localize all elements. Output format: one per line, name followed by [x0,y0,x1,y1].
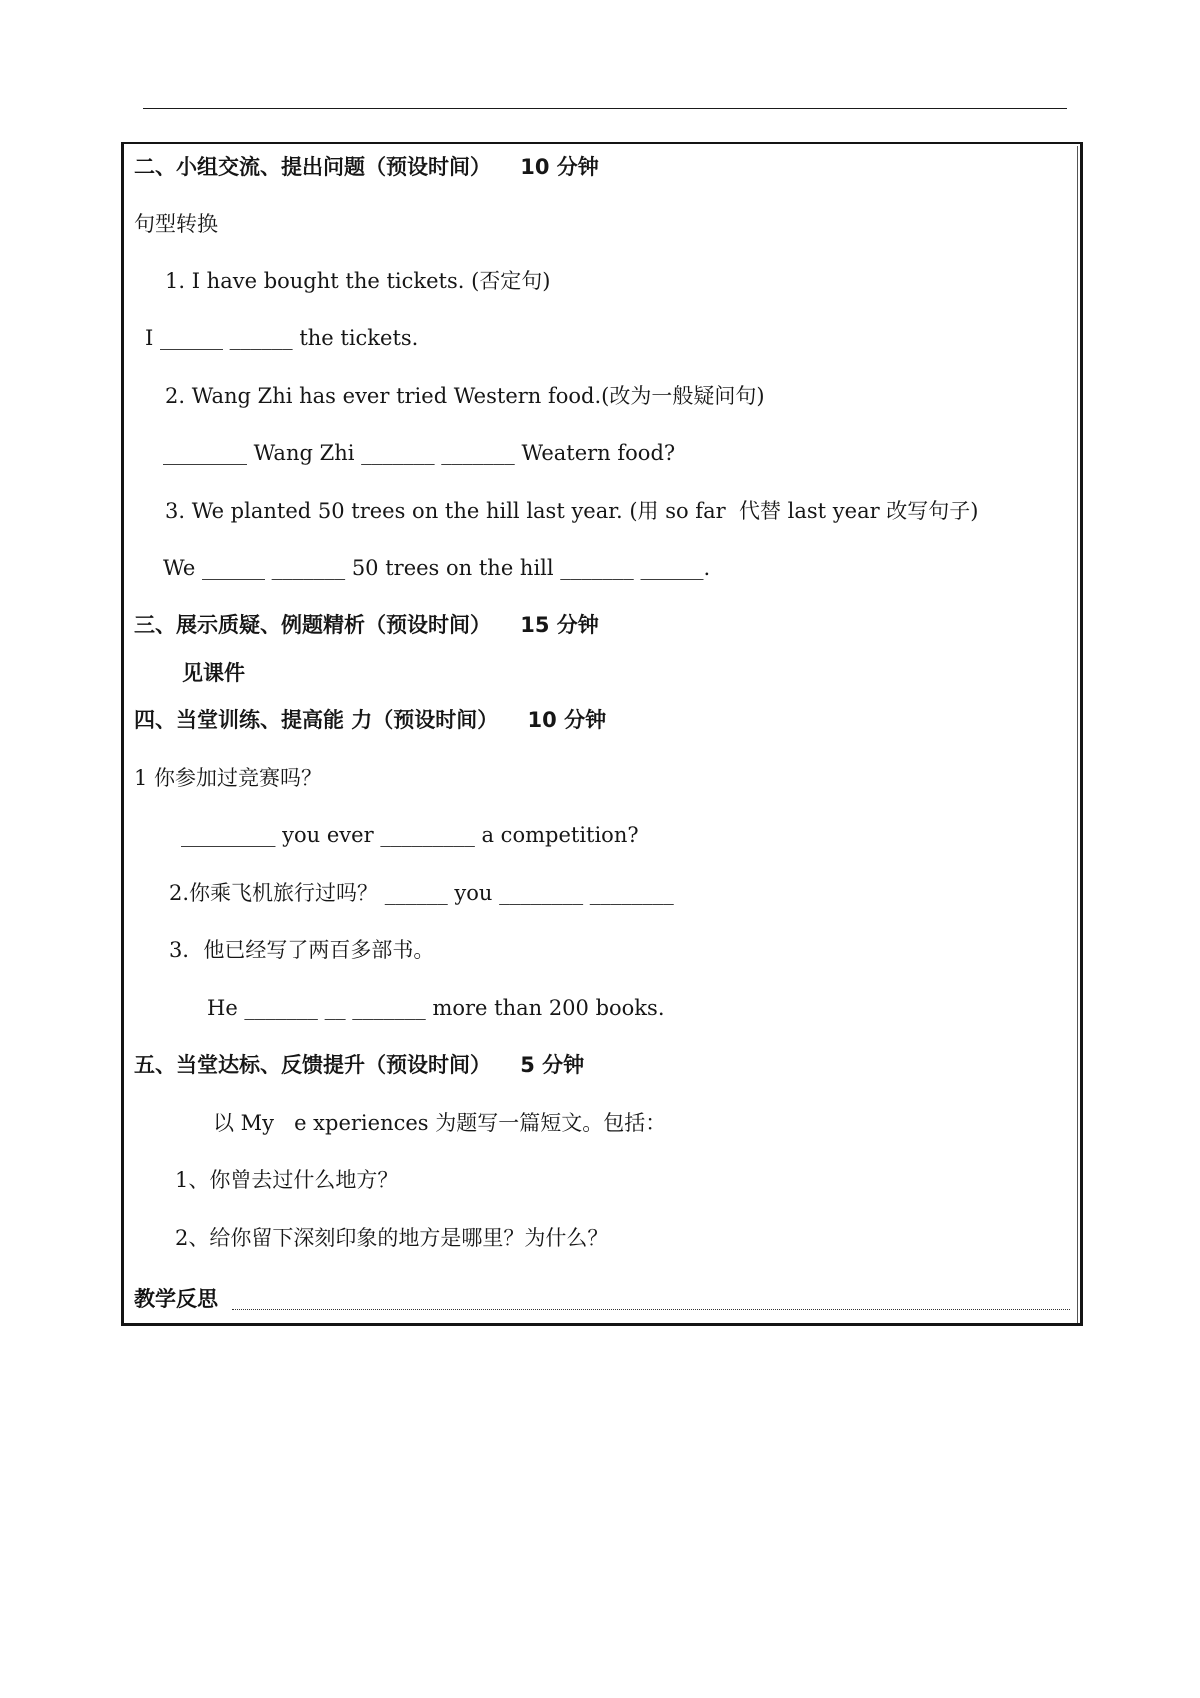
writing-prompt: 以 My e xperiences 为题写一篇短文。包括： [213,1111,667,1135]
exercise-answer-1: I ______ ______ the tickets. [145,326,419,350]
practice-question-3: 3．他已经写了两百多部书。 [169,938,435,962]
practice-question-2: 2.你乘飞机旅行过吗？ ______ you ________ ________ [169,881,674,905]
exercise-question-2: 2. Wang Zhi has ever tried Western food.(改为一般疑问句) [165,384,765,408]
teaching-reflection-dotted-line [232,1309,1070,1310]
exercise-question-1: 1. I have bought the tickets. (否定句) [165,269,551,293]
section-heading-feedback: 五、当堂达标、反馈提升（预设时间） 5 分钟 [134,1053,585,1077]
section-note-see-courseware: 见课件 [182,661,245,685]
teaching-reflection-label: 教学反思 [134,1287,218,1311]
writing-point-2: 2、给你留下深刻印象的地方是哪里？为什么？ [175,1226,609,1250]
section-heading-example-analysis: 三、展示质疑、例题精析（预设时间） 15 分钟 [134,613,599,637]
page-header-rule [143,108,1067,109]
exercise-answer-3: We ______ _______ 50 trees on the hill _______ ______. [163,556,711,580]
practice-answer-3: He _______ __ _______ more than 200 books. [207,996,665,1020]
exercise-answer-2: ________ Wang Zhi _______ _______ Weatern food? [163,441,676,465]
exercise-question-3: 3. We planted 50 trees on the hill last year. (用 so far 代替 last year 改写句子) [165,499,979,523]
practice-question-1: 1 你参加过竞赛吗？ [134,766,323,790]
teaching-reflection-row [134,1284,1074,1314]
writing-point-1: 1、你曾去过什么地方？ [175,1168,399,1192]
practice-answer-1: _________ you ever _________ a competition? [181,823,639,847]
section-heading-group-discussion: 二、小组交流、提出问题（预设时间） 10 分钟 [134,155,599,179]
section-heading-practice: 四、当堂训练、提高能 力（预设时间） 10 分钟 [134,708,607,732]
section-subtitle-sentence-transformation: 句型转换 [134,212,218,236]
